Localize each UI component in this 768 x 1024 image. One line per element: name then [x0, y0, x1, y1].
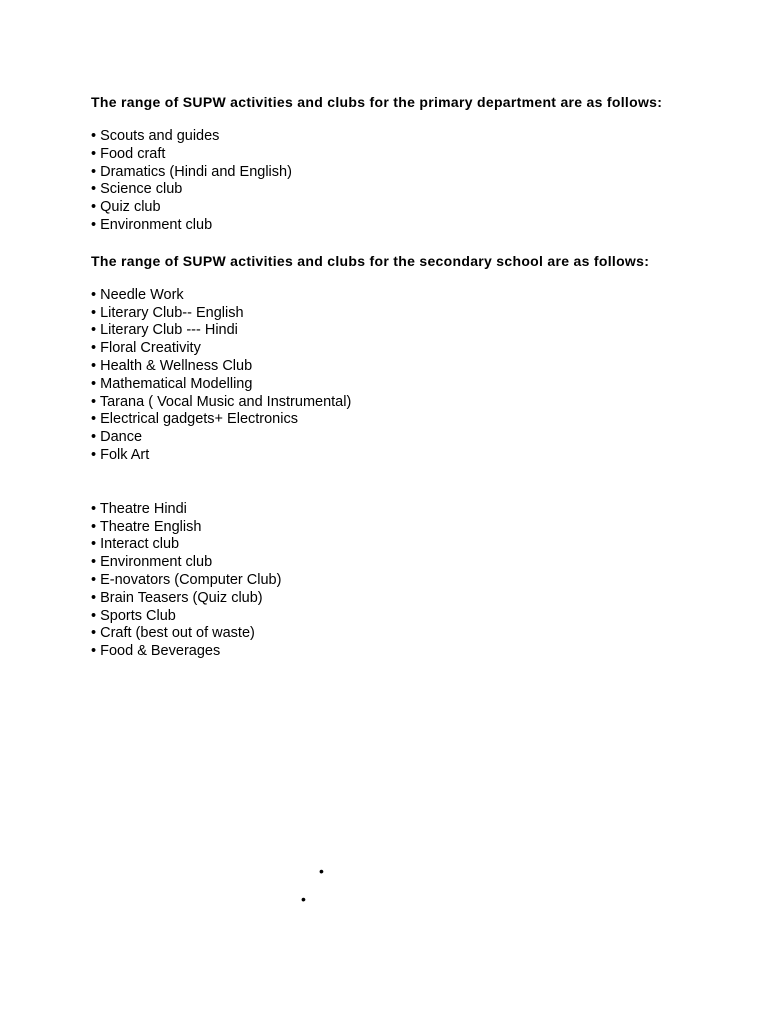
secondary-activities-list-2 [91, 501, 691, 661]
list-item: • Interact club [91, 536, 691, 554]
list-item: • Environment club [91, 554, 691, 572]
list-item: • Environment club [91, 217, 691, 235]
stray-bullet: • [319, 863, 324, 879]
list-item: • Theatre Hindi [91, 501, 691, 519]
list-item: • Scouts and guides [91, 128, 691, 146]
list-item: • Electrical gadgets+ Electronics [91, 411, 691, 429]
secondary-section-heading: The range of SUPW activities and clubs for the secondary school are as follows: [91, 252, 650, 269]
primary-activities-list [91, 128, 691, 235]
list-item: • Science club [91, 181, 691, 199]
list-item: • Sports Club [91, 608, 691, 626]
list-item: • Dramatics (Hindi and English) [91, 164, 691, 182]
list-item: • E-novators (Computer Club) [91, 572, 691, 590]
list-item: • Literary Club-- English [91, 305, 691, 323]
list-item: • Folk Art [91, 447, 691, 465]
list-item: • Quiz club [91, 199, 691, 217]
list-item: • Literary Club --- Hindi [91, 322, 691, 340]
primary-section-heading: The range of SUPW activities and clubs for the primary department are as follows: [91, 94, 663, 110]
list-item: • Mathematical Modelling [91, 376, 691, 394]
list-item: • Floral Creativity [91, 340, 691, 358]
secondary-activities-list-1 [91, 287, 691, 465]
list-item: • Needle Work [91, 287, 691, 305]
list-item: • Tarana ( Vocal Music and Instrumental) [91, 394, 691, 412]
list-item: • Food craft [91, 146, 691, 164]
stray-bullet: • [301, 891, 306, 907]
list-item: • Health & Wellness Club [91, 358, 691, 376]
list-item: • Food & Beverages [91, 643, 691, 661]
list-item: • Brain Teasers (Quiz club) [91, 590, 691, 608]
list-item: • Dance [91, 429, 691, 447]
list-item: • Craft (best out of waste) [91, 625, 691, 643]
list-item: • Theatre English [91, 519, 691, 537]
document-page [91, 93, 691, 661]
